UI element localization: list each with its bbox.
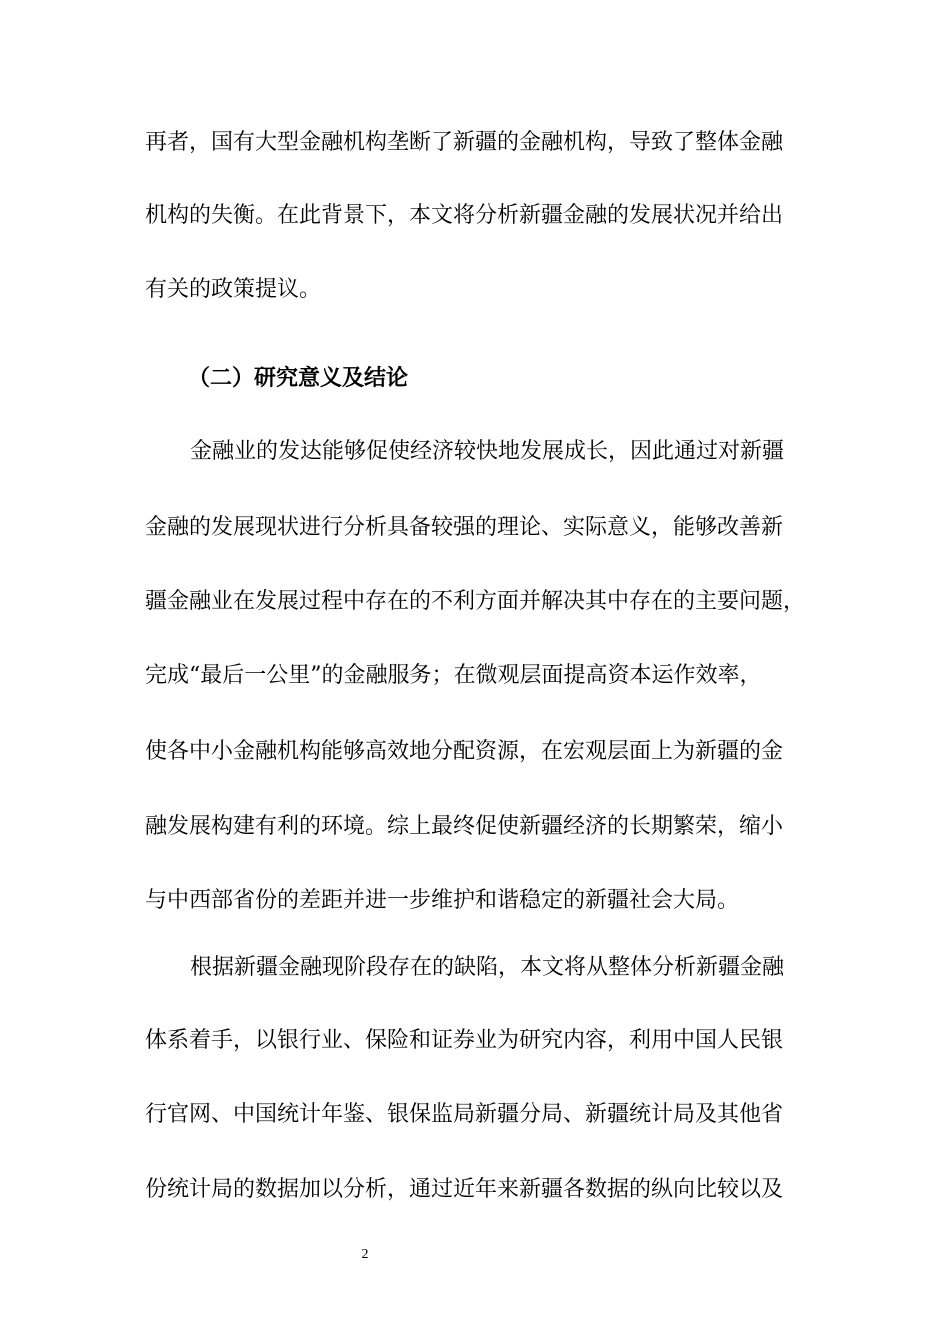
paragraph-line: 金融的发展现状进行分析具备较强的理论、实际意义，能够改善新 [145,515,784,540]
paragraph-line: 使各中小金融机构能够高效地分配资源，在宏观层面上为新疆的金 [145,739,784,764]
paragraph-line: 份统计局的数据加以分析，通过近年来新疆各数据的纵向比较以及 [145,1177,784,1202]
paragraph-line: 行官网、中国统计年鉴、银保监局新疆分局、新疆统计局及其他省 [145,1102,784,1127]
page-number: 2 [361,1247,369,1262]
paragraph-line: 再者，国有大型金融机构垄断了新疆的金融机构，导致了整体金融 [145,130,784,155]
paragraph-line: 金融业的发达能够促使经济较快地发展成长，因此通过对新疆 [190,439,785,464]
paragraph-line: 融发展构建有利的环境。综上最终促使新疆经济的长期繁荣，缩小 [145,814,784,839]
paragraph-line: 机构的失衡。在此背景下，本文将分析新疆金融的发展状况并给出 [145,203,784,228]
section-heading: （二）研究意义及结论 [188,366,409,391]
paragraph-line: 疆金融业在发展过程中存在的不利方面并解决其中存在的主要问题， [145,589,806,614]
paragraph-line: 有关的政策提议。 [145,277,322,302]
paragraph-line: 体系着手，以银行业、保险和证券业为研究内容，利用中国人民银 [145,1028,784,1053]
paragraph-line: 完成“最后一公里”的金融服务；在微观层面提高资本运作效率， [145,663,762,688]
paragraph-line: 根据新疆金融现阶段存在的缺陷，本文将从整体分析新疆金融 [190,955,785,980]
paragraph-line: 与中西部省份的差距并进一步维护和谐稳定的新疆社会大局。 [145,888,740,913]
